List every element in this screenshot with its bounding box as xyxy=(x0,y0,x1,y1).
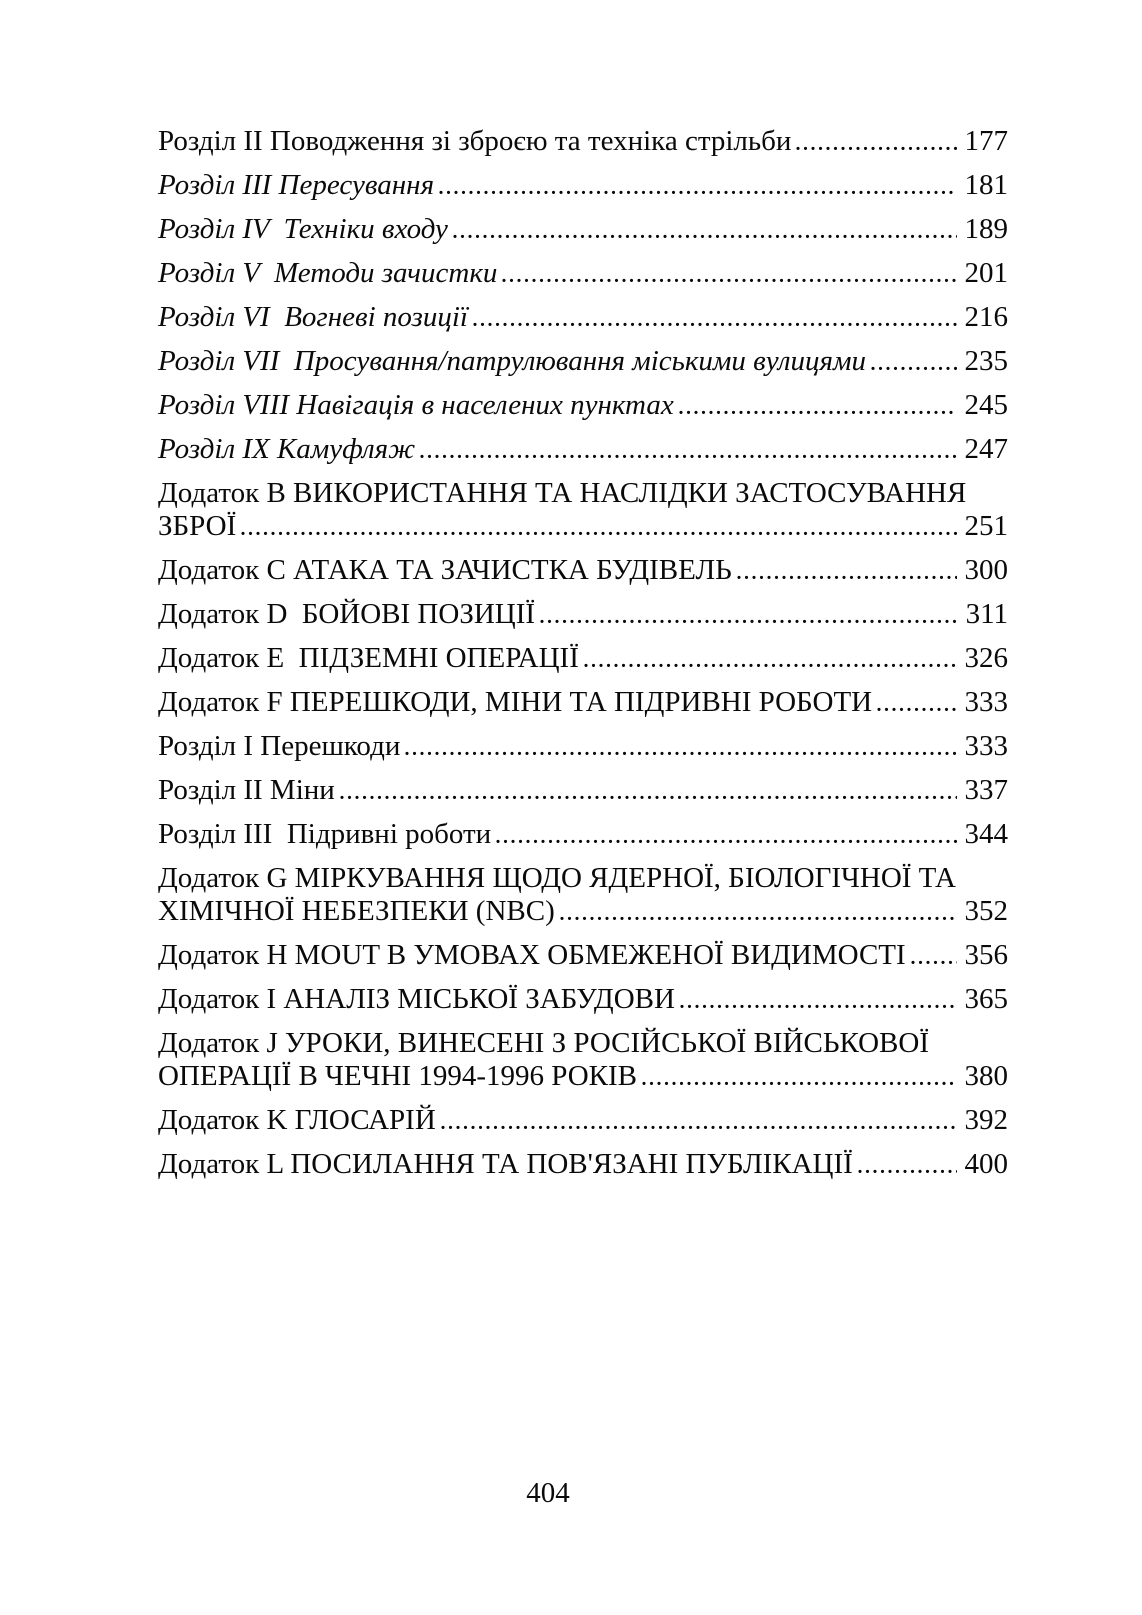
toc-entry-title: Розділ V Методи зачистки xyxy=(158,257,498,289)
toc-page-number: 337 xyxy=(964,774,1008,806)
toc-leader-dots xyxy=(420,454,956,459)
toc-entry-title: Розділ I Перешкоди xyxy=(158,730,401,762)
toc-entry-title: Розділ II Поводження зі зброєю та техніка стрільби xyxy=(158,125,792,157)
toc-page-number: 333 xyxy=(964,686,1008,718)
toc-entry xyxy=(158,301,1008,334)
toc-entry-title: Додаток F ПЕРЕШКОДИ, МІНИ ТА ПІДРИВНІ РОБОТИ xyxy=(158,686,873,718)
toc-entry xyxy=(158,686,1008,719)
toc-entry xyxy=(158,642,1008,675)
toc-entry xyxy=(158,598,1008,631)
toc-page-number: 181 xyxy=(964,169,1008,201)
toc-entry-title: Розділ VII Просування/патрулювання міськими вулицями xyxy=(158,345,866,377)
toc-entry-title: Розділ II Міни xyxy=(158,774,335,806)
toc-page-number: 251 xyxy=(964,510,1008,542)
toc-page-number: 400 xyxy=(964,1148,1008,1180)
toc-leader-dots xyxy=(241,531,956,536)
toc-page-number: 356 xyxy=(964,939,1008,971)
toc-entry-title: Додаток K ГЛОСАРІЙ xyxy=(158,1104,436,1136)
toc-entry xyxy=(158,862,1008,928)
toc-entry xyxy=(158,213,1008,246)
toc-leader-dots xyxy=(796,146,956,151)
toc-entry xyxy=(158,730,1008,763)
toc-entry-title: Додаток L ПОСИЛАННЯ ТА ПОВ'ЯЗАНІ ПУБЛІКАЦІЇ xyxy=(158,1148,853,1180)
toc-page-number: 333 xyxy=(964,730,1008,762)
toc-entry-title-continued: ХІМІЧНОЇ НЕБЕЗПЕКИ (NBC) xyxy=(158,895,555,927)
toc-entry-title: Розділ IV Техніки входу xyxy=(158,213,448,245)
toc-leader-dots xyxy=(340,795,957,800)
toc-entry xyxy=(158,554,1008,587)
toc-page-number: 380 xyxy=(964,1060,1008,1092)
toc-entry-title: Додаток E ПІДЗЕМНІ ОПЕРАЦІЇ xyxy=(158,642,579,674)
toc-entry xyxy=(158,345,1008,378)
toc-entry-title-continued: ОПЕРАЦІЇ В ЧЕЧНІ 1994-1996 РОКІВ xyxy=(158,1060,637,1092)
toc-page-number: 326 xyxy=(964,642,1008,674)
toc-page-number: 352 xyxy=(964,895,1008,927)
toc-entry xyxy=(158,169,1008,202)
toc-leader-dots xyxy=(737,575,957,580)
toc-entry xyxy=(158,939,1008,972)
toc-entry xyxy=(158,1104,1008,1137)
toc-page-number: 392 xyxy=(964,1104,1008,1136)
toc-entry xyxy=(158,257,1008,290)
toc-leader-dots xyxy=(496,839,956,844)
toc-leader-dots xyxy=(441,1125,957,1130)
toc-page-number: 201 xyxy=(964,257,1008,289)
toc-entry-title: Розділ III Підривні роботи xyxy=(158,818,492,850)
toc-entry-title: Розділ III Пересування xyxy=(158,169,435,201)
toc-entry-title: Розділ VI Вогневі позиції xyxy=(158,301,468,333)
toc-entry xyxy=(158,818,1008,851)
toc-entry-title: Додаток D БОЙОВІ ПОЗИЦІЇ xyxy=(158,598,536,630)
toc-page-number: 245 xyxy=(964,389,1008,421)
toc-leader-dots xyxy=(584,663,957,668)
toc-leader-dots xyxy=(871,366,957,371)
table-of-contents xyxy=(158,125,1008,1192)
toc-entry-title: Додаток H MOUT В УМОВАХ ОБМЕЖЕНОЇ ВИДИМОСТІ xyxy=(158,939,906,971)
toc-entry xyxy=(158,433,1008,466)
toc-page-number: 177 xyxy=(964,125,1008,157)
toc-leader-dots xyxy=(473,322,957,327)
toc-leader-dots xyxy=(453,234,957,239)
toc-page-number: 235 xyxy=(964,345,1008,377)
toc-page-number: 365 xyxy=(964,983,1008,1015)
toc-page-number: 344 xyxy=(964,818,1008,850)
footer-page-number: 404 xyxy=(526,1477,570,1509)
toc-leader-dots xyxy=(911,960,957,965)
toc-entry xyxy=(158,1027,1008,1093)
toc-leader-dots xyxy=(502,278,956,283)
toc-entry xyxy=(158,389,1008,422)
toc-leader-dots xyxy=(680,1004,957,1009)
toc-entry xyxy=(158,125,1008,158)
toc-entry xyxy=(158,1148,1008,1181)
toc-page-number: 311 xyxy=(965,598,1008,630)
toc-leader-dots xyxy=(858,1169,957,1174)
toc-entry-title: Розділ IX Камуфляж xyxy=(158,433,416,465)
toc-entry-title-continued: ЗБРОЇ xyxy=(158,510,237,542)
toc-leader-dots xyxy=(642,1081,957,1086)
toc-leader-dots xyxy=(540,619,958,624)
toc-leader-dots xyxy=(405,751,956,756)
toc-entry-title: Додаток C АТАКА ТА ЗАЧИСТКА БУДІВЕЛЬ xyxy=(158,554,732,586)
toc-leader-dots xyxy=(439,190,956,195)
toc-leader-dots xyxy=(877,707,956,712)
toc-leader-dots xyxy=(679,410,957,415)
toc-entry-title: Додаток G МІРКУВАННЯ ЩОДО ЯДЕРНОЇ, БІОЛОГІЧНОЇ ТА xyxy=(158,862,956,894)
toc-page-number: 216 xyxy=(964,301,1008,333)
toc-entry xyxy=(158,477,1008,543)
toc-page-number: 300 xyxy=(964,554,1008,586)
toc-entry-title: Додаток B ВИКОРИСТАННЯ ТА НАСЛІДКИ ЗАСТОСУВАННЯ xyxy=(158,477,967,509)
toc-entry xyxy=(158,983,1008,1016)
toc-page-number: 247 xyxy=(964,433,1008,465)
toc-entry-title: Додаток I АНАЛІЗ МІСЬКОЇ ЗАБУДОВИ xyxy=(158,983,675,1015)
toc-entry-title: Розділ VIII Навігація в населених пунктах xyxy=(158,389,674,421)
toc-entry-title: Додаток J УРОКИ, ВИНЕСЕНІ З РОСІЙСЬКОЇ ВІЙСЬКОВОЇ xyxy=(158,1027,929,1059)
toc-page-number: 189 xyxy=(964,213,1008,245)
toc-leader-dots xyxy=(560,916,957,921)
toc-entry xyxy=(158,774,1008,807)
